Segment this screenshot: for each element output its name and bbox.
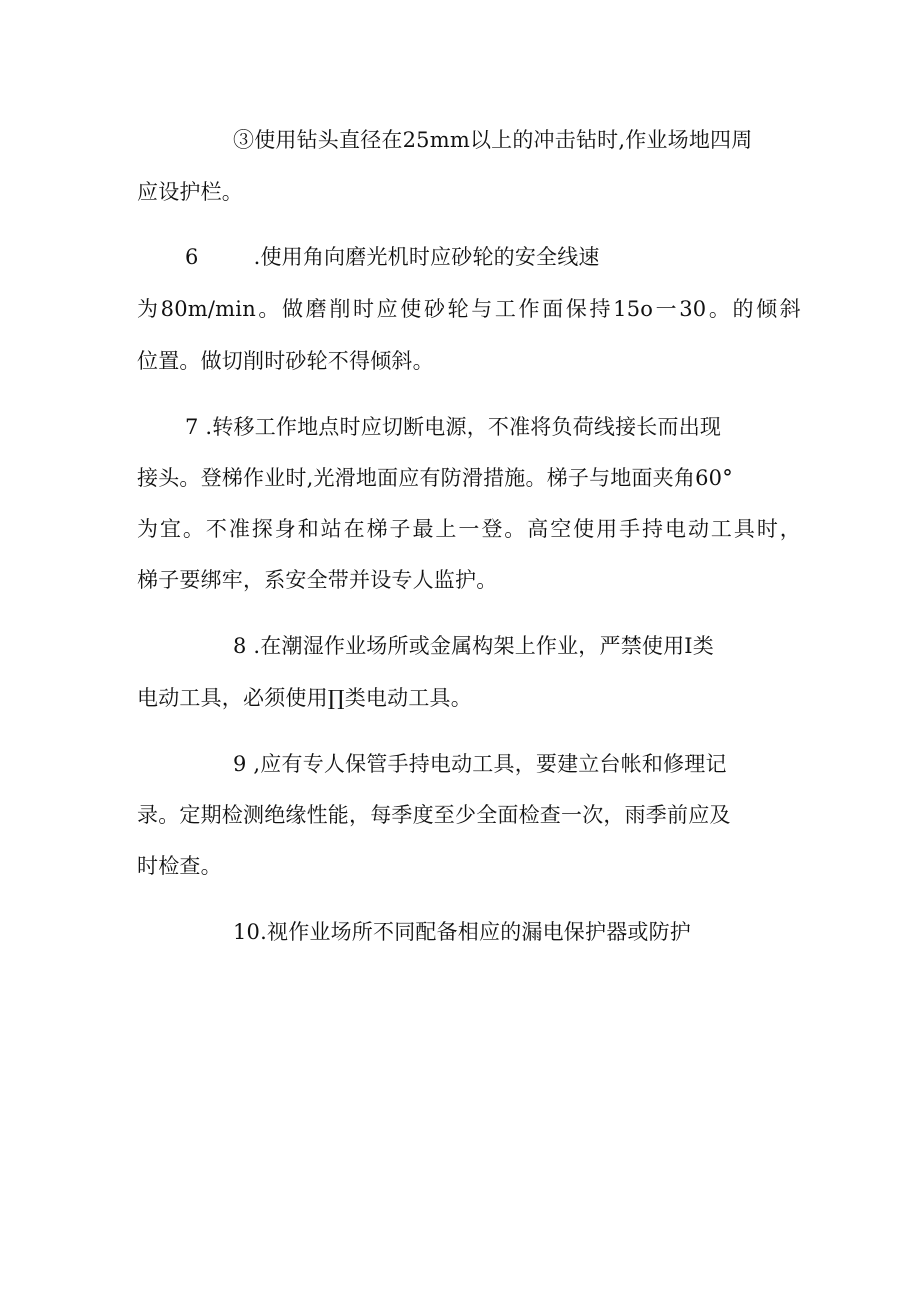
paragraph-6-line-3: 位置。做切削时砂轮不得倾斜。 [137, 349, 434, 373]
paragraph-6-line-2: 为80m/min。做磨削时应使砂轮与工作面保持15o一30。的倾斜 [137, 297, 801, 321]
paragraph-7-line-4: 梯子要绑牢，系安全带并设专人监护。 [137, 568, 498, 592]
paragraph-9-line-2: 录。定期检测绝缘性能，每季度至少全面检查一次，雨季前应及 [137, 803, 731, 827]
paragraph-10-line-1: 10.视作业场所不同配备相应的漏电保护器或防护 [233, 920, 691, 944]
paragraph-8-line-2: 电动工具，必须使用∏类电动工具。 [137, 686, 472, 710]
paragraph-8-line-1: 8 .在潮湿作业场所或金属构架上作业，严禁使用I类 [233, 634, 715, 658]
paragraph-9-line-1: 9 ,应有专人保管手持电动工具，要建立台帐和修理记 [233, 752, 727, 776]
paragraph-7-line-3: 为宜。不准探身和站在梯子最上一登。高空使用手持电动工具时， [137, 517, 801, 541]
paragraph-6-line-1: 6 .使用角向磨光机时应砂轮的安全线速 [185, 245, 600, 269]
paragraph-7-line-1: 7 .转移工作地点时应切断电源，不准将负荷线接长而出现 [185, 415, 722, 439]
paragraph-3-line-1: ③使用钻头直径在25mm以上的冲击钻时,作业场地四周 [233, 128, 753, 152]
paragraph-3-line-2: 应设护栏。 [137, 180, 243, 204]
paragraph-7-line-2: 接头。登梯作业时,光滑地面应有防滑措施。梯子与地面夹角60° [137, 466, 733, 490]
paragraph-9-line-3: 时检查。 [137, 854, 222, 878]
